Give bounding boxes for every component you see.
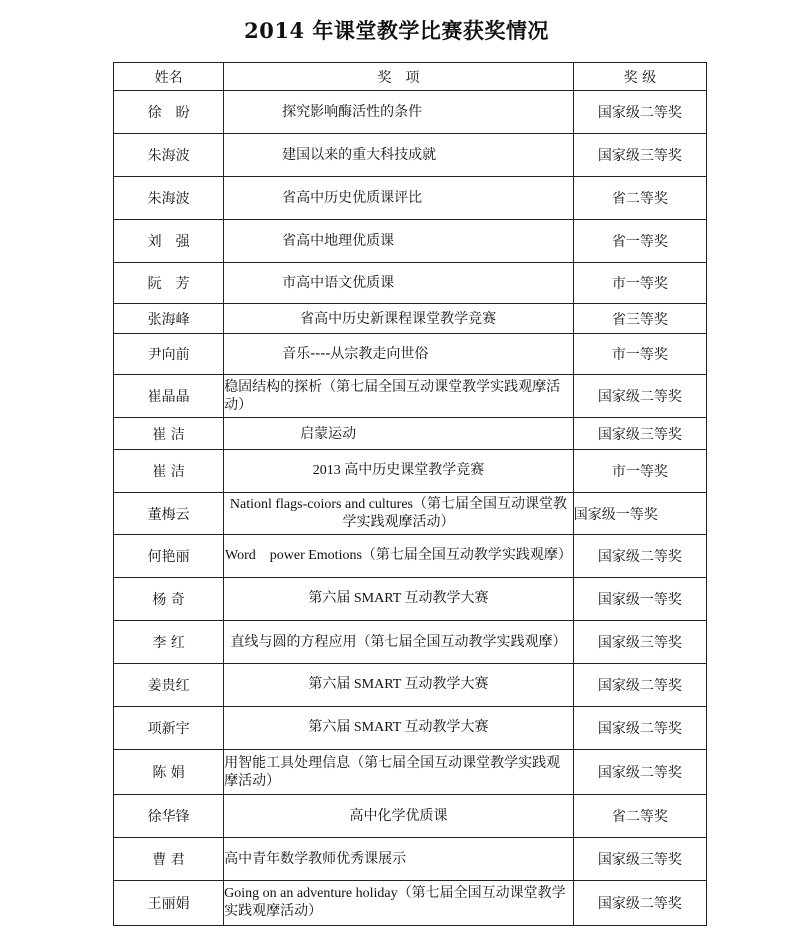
cell-name: 董梅云 <box>114 493 224 535</box>
table-row <box>114 621 707 664</box>
cell-level: 市一等奖 <box>573 450 706 493</box>
cell-name: 崔 洁 <box>114 418 224 450</box>
table-row <box>114 838 707 881</box>
cell-name: 陈 娟 <box>114 750 224 795</box>
table-row <box>114 881 707 926</box>
cell-award: 直线与圆的方程应用（第七届全国互动教学实践观摩） <box>224 621 574 664</box>
table-row <box>114 450 707 493</box>
cell-award: 第六届 SMART 互动教学大赛 <box>224 664 574 707</box>
cell-name: 李 红 <box>114 621 224 664</box>
cell-level: 国家级三等奖 <box>573 418 706 450</box>
cell-name: 曹 君 <box>114 838 224 881</box>
awards-table <box>113 62 707 926</box>
table-row <box>114 177 707 220</box>
table-row <box>114 91 707 134</box>
cell-level: 国家级二等奖 <box>573 881 706 926</box>
cell-level: 国家级二等奖 <box>573 375 706 418</box>
cell-name: 项新宇 <box>114 707 224 750</box>
cell-award: 2013 高中历史课堂教学竞赛 <box>224 450 574 493</box>
table-row <box>114 750 707 795</box>
page-title: 2014 年课堂教学比赛获奖情况 <box>244 18 549 43</box>
cell-award: 探究影响酶活性的条件 <box>224 91 574 134</box>
cell-name: 张海峰 <box>114 304 224 334</box>
table-row <box>114 134 707 177</box>
cell-name: 朱海波 <box>114 177 224 220</box>
cell-level: 国家级一等奖 <box>573 493 706 535</box>
cell-award: 第六届 SMART 互动教学大赛 <box>224 578 574 621</box>
cell-name: 何艳丽 <box>114 535 224 578</box>
cell-level: 市一等奖 <box>573 334 706 375</box>
table-row <box>114 795 707 838</box>
table-row <box>114 334 707 375</box>
header-level: 奖 级 <box>573 63 706 91</box>
table-row <box>114 707 707 750</box>
cell-level: 国家级一等奖 <box>573 578 706 621</box>
table-row <box>114 220 707 263</box>
header-name: 姓名 <box>114 63 224 91</box>
cell-award: 稳固结构的探析（第七届全国互动课堂教学实践观摩活动） <box>224 375 574 418</box>
cell-award: 市高中语文优质课 <box>224 263 574 304</box>
cell-award: 高中青年数学教师优秀课展示 <box>224 838 574 881</box>
cell-name: 崔 洁 <box>114 450 224 493</box>
cell-award: Nationl flags-coiors and cultures（第七届全国互动课堂教学实践观摩活动） <box>224 493 574 535</box>
table-row <box>114 304 707 334</box>
cell-level: 国家级二等奖 <box>573 707 706 750</box>
cell-level: 国家级三等奖 <box>573 621 706 664</box>
table-row <box>114 263 707 304</box>
cell-award: Word power Emotions（第七届全国互动教学实践观摩） <box>224 535 574 578</box>
cell-name: 崔晶晶 <box>114 375 224 418</box>
cell-level: 省一等奖 <box>573 220 706 263</box>
cell-name: 徐 盼 <box>114 91 224 134</box>
cell-level: 省三等奖 <box>573 304 706 334</box>
cell-award: 第六届 SMART 互动教学大赛 <box>224 707 574 750</box>
table-row <box>114 493 707 535</box>
cell-name: 王丽娟 <box>114 881 224 926</box>
header-award: 奖 项 <box>224 63 574 91</box>
cell-level: 国家级二等奖 <box>573 535 706 578</box>
cell-award: 建国以来的重大科技成就 <box>224 134 574 177</box>
table-row <box>114 535 707 578</box>
cell-award: 省高中地理优质课 <box>224 220 574 263</box>
cell-name: 姜贵红 <box>114 664 224 707</box>
table-row <box>114 578 707 621</box>
cell-award: 用智能工具处理信息（第七届全国互动课堂教学实践观摩活动） <box>224 750 574 795</box>
cell-name: 徐华锋 <box>114 795 224 838</box>
cell-award: 省高中历史新课程课堂教学竞赛 <box>224 304 574 334</box>
cell-name: 杨 奇 <box>114 578 224 621</box>
cell-name: 刘 强 <box>114 220 224 263</box>
cell-name: 朱海波 <box>114 134 224 177</box>
cell-level: 省二等奖 <box>573 795 706 838</box>
cell-level: 国家级二等奖 <box>573 664 706 707</box>
cell-level: 省二等奖 <box>573 177 706 220</box>
cell-award: 省高中历史优质课评比 <box>224 177 574 220</box>
table-row <box>114 664 707 707</box>
cell-level: 国家级三等奖 <box>573 134 706 177</box>
cell-level: 市一等奖 <box>573 263 706 304</box>
cell-award: 高中化学优质课 <box>224 795 574 838</box>
cell-name: 阮 芳 <box>114 263 224 304</box>
table-row <box>114 375 707 418</box>
table-header-row <box>114 63 707 91</box>
cell-award: 音乐----从宗教走向世俗 <box>224 334 574 375</box>
cell-award: 启蒙运动 <box>224 418 574 450</box>
cell-level: 国家级二等奖 <box>573 91 706 134</box>
cell-name: 尹向前 <box>114 334 224 375</box>
table-row <box>114 418 707 450</box>
cell-level: 国家级二等奖 <box>573 750 706 795</box>
cell-award: Going on an adventure holiday（第七届全国互动课堂教学实践观摩活动） <box>224 881 574 926</box>
cell-level: 国家级三等奖 <box>573 838 706 881</box>
